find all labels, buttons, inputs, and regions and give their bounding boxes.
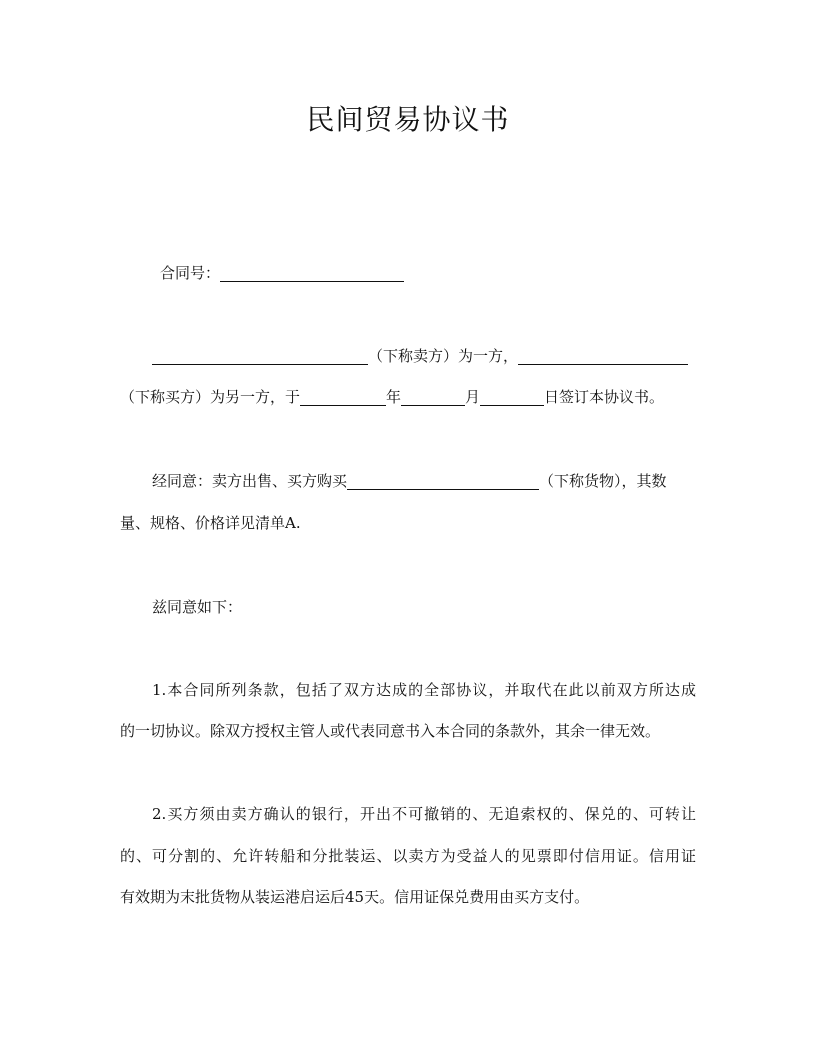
agreement-lead: 经同意：卖方出售、买方购买 xyxy=(152,472,348,490)
month-label: 月 xyxy=(465,388,481,406)
contract-number-row xyxy=(160,263,740,283)
year-blank xyxy=(300,389,386,406)
parties-line-1 xyxy=(152,346,732,366)
clause-1-line-1: 1.本合同所列条款，包括了双方达成的全部协议，并取代在此以前双方所达成 xyxy=(152,681,696,699)
day-suffix: 日签订本协议书。 xyxy=(544,388,665,406)
year-label: 年 xyxy=(386,388,402,406)
document-title: 民间贸易协议书 xyxy=(306,103,510,136)
hereby-line: 兹同意如下： xyxy=(152,598,243,616)
clause-1-line-2: 的一切协议。除双方授权主管人或代表同意书入本合同的条款外，其余一律无效。 xyxy=(120,722,661,740)
buyer-prefix: （下称买方）为另一方，于 xyxy=(120,388,301,406)
month-blank xyxy=(401,389,465,406)
agreement-line-1 xyxy=(152,471,732,491)
contract-number-label: 合同号： xyxy=(160,264,221,282)
seller-name-blank xyxy=(152,348,368,365)
goods-blank xyxy=(347,473,539,490)
clause-2-line-3: 有效期为末批货物从装运港启运后45天。信用证保兑费用由买方支付。 xyxy=(120,888,590,906)
goods-suffix: （下称货物），其数 xyxy=(539,472,667,490)
agreement-line-2: 量、规格、价格详见清单A. xyxy=(120,514,301,532)
clause-2-line-1: 2.买方须由卖方确认的银行，开出不可撤销的、无追索权的、保兑的、可转让 xyxy=(152,805,696,823)
parties-line-2 xyxy=(120,387,700,407)
seller-suffix: （下称卖方）为一方， xyxy=(368,347,519,365)
buyer-name-blank xyxy=(518,348,688,365)
clause-2-line-2: 的、可分割的、允许转船和分批装运、以卖方为受益人的见票即付信用证。信用证 xyxy=(120,847,696,865)
contract-number-blank xyxy=(220,265,404,282)
day-blank xyxy=(480,389,544,406)
